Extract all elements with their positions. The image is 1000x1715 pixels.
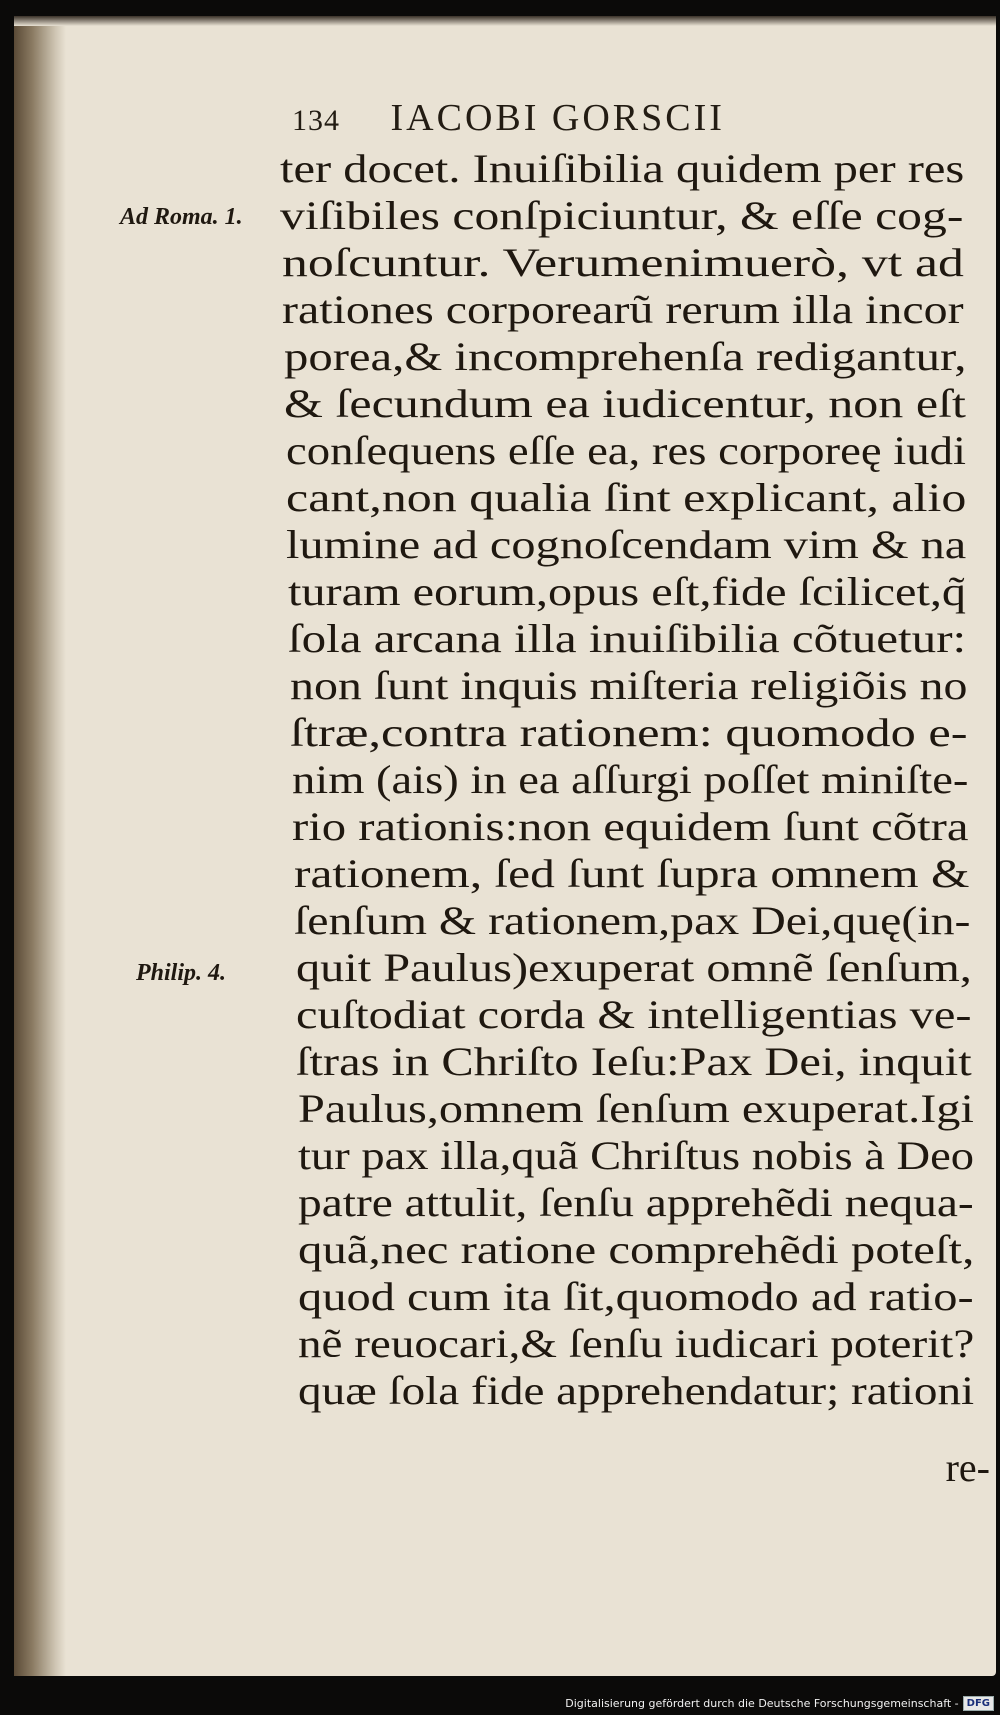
text-line: rationes corporearũ rerum illa incor [282,287,964,332]
margin-note: Ad Roma. 1. [120,204,243,230]
text-line: tur pax illa,quã Chriſtus nobis à Deo [298,1133,975,1178]
text-line: ſtræ,contra rationem: quomodo e- [290,710,968,755]
text-line: non ſunt inquis miſteria religiõis no [290,663,968,708]
margin-note: Philip. 4. [136,960,227,986]
text-line: nim (ais) in ea aſſurgi poſſet miniſte- [292,757,969,802]
text-line: conſequens eſſe ea, res corporeę iudi [286,428,966,473]
text-line: ſtras in Chriſto Ieſu:Pax Dei, inquit [296,1039,972,1084]
text-line: nẽ reuocari,& ſenſu iudicari poterit? [298,1321,975,1366]
digitization-credit [565,1696,994,1711]
text-line: Paulus,omnem ſenſum exuperat.Igi [298,1086,974,1131]
text-line: noſcuntur. Verumenimuerò, vt ad [282,240,964,285]
dfg-logo: DFG [963,1696,994,1711]
text-line: cuſtodiat corda & intelligentias ve- [296,992,972,1037]
page-number: 134 [292,104,340,137]
text-line: ſola arcana illa inuiſibilia cõtuetur: [288,616,967,661]
text-line: quæ ſola fide apprehendatur; rationi [298,1368,975,1413]
text-line: rationem, ſed ſunt ſupra omnem & [294,851,970,896]
text-line: viſibiles conſpiciuntur, & eſſe cog- [280,193,964,238]
text-line: quã,nec ratione comprehẽdi poteſt, [298,1227,975,1272]
text-line: cant,non qualia ſint explicant, alio [286,475,967,520]
text-line: quod cum ita ſit,quomodo ad ratio- [298,1274,974,1319]
text-line: turam eorum,opus eſt,fide ſcilicet,q̃ [288,569,967,614]
text-line: quit Paulus)exuperat omnẽ ſenſum, [296,945,972,990]
text-line: patre attulit, ſenſu apprehẽdi nequa- [298,1180,974,1225]
text-line: ſenſum & rationem,pax Dei,quę(in- [294,898,971,943]
text-line: porea,& incomprehenſa redigantur, [284,334,967,379]
text-line: lumine ad cognoſcendam vim & na [286,522,967,567]
catchword: re- [945,1445,990,1490]
text-line: rio rationis:non equidem ſunt cõtra [292,804,969,849]
text-line: ter docet. Inuiſibilia quidem per res [280,146,965,191]
text-line: & ſecundum ea iudicentur, non eſt [284,381,966,426]
running-title: IACOBI GORSCII [390,97,725,139]
footer-text: Digitalisierung gefördert durch die Deutsche Forschungsgemeinschaft - [565,1697,959,1710]
